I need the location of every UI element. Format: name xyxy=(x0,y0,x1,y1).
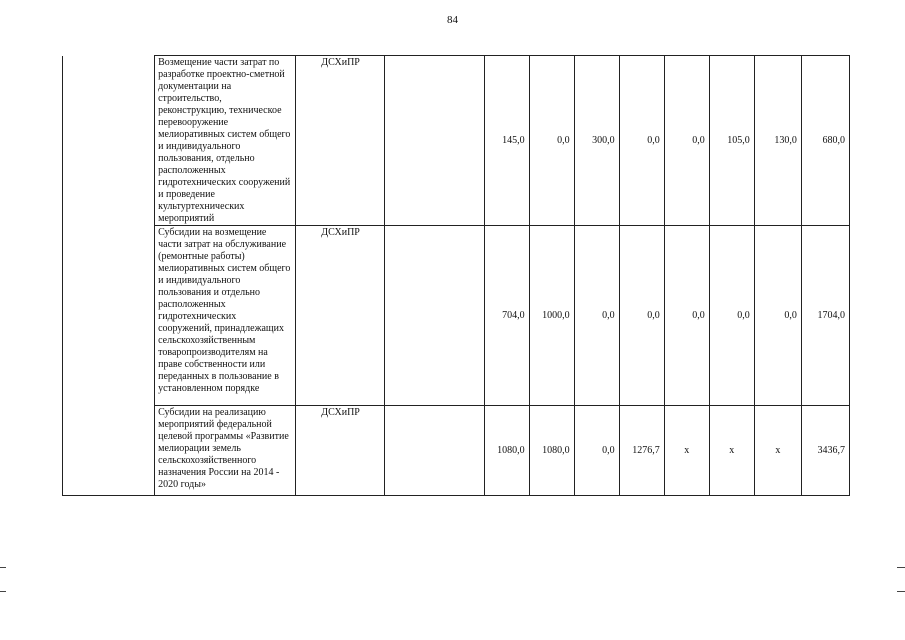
value-cell: х xyxy=(709,406,754,496)
scan-edge-mark xyxy=(0,591,6,592)
blank-cell xyxy=(63,226,155,406)
measure-description: Субсидии на возмещение части затрат на обслуживание (ремонтные работы) мелиоративных систем общего и индивидуального пользования и отдельно расположенных гидротехнических сооружений, принадлежащих сельскохозяйственным товаропроизводителям на праве собственности или переданных в пользование в установленном порядке xyxy=(155,226,296,406)
value-cell: х xyxy=(754,406,801,496)
scan-edge-mark xyxy=(897,567,905,568)
subsidy-table xyxy=(62,55,850,496)
total-cell: 680,0 xyxy=(801,56,849,226)
executor-cell: ДСХиПР xyxy=(296,56,385,226)
executor-cell: ДСХиПР xyxy=(296,226,385,406)
value-cell: 1000,0 xyxy=(529,226,574,406)
table-row xyxy=(63,406,850,496)
value-cell: 0,0 xyxy=(664,56,709,226)
value-cell: 0,0 xyxy=(619,226,664,406)
executor-cell: ДСХиПР xyxy=(296,406,385,496)
table-row xyxy=(63,56,850,226)
value-cell: 1080,0 xyxy=(484,406,529,496)
measure-description: Возмещение части затрат по разработке проектно-сметной документации на строительство, реконструкцию, техническое перевооружение мелиоративных систем общего и индивидуального пользования, отдельно расположенных гидротехнических сооружений и проведение культуртехнических мероприятий xyxy=(155,56,296,226)
value-cell: 0,0 xyxy=(754,226,801,406)
value-cell: х xyxy=(664,406,709,496)
blank-cell xyxy=(385,406,484,496)
table-row xyxy=(63,226,850,406)
value-cell: 0,0 xyxy=(574,226,619,406)
value-cell: 0,0 xyxy=(619,56,664,226)
blank-cell xyxy=(385,226,484,406)
blank-cell xyxy=(63,56,155,226)
value-cell: 300,0 xyxy=(574,56,619,226)
value-cell: 0,0 xyxy=(529,56,574,226)
value-cell: 0,0 xyxy=(709,226,754,406)
value-cell: 0,0 xyxy=(664,226,709,406)
scan-edge-mark xyxy=(897,591,905,592)
value-cell: 145,0 xyxy=(484,56,529,226)
value-cell: 130,0 xyxy=(754,56,801,226)
blank-cell xyxy=(385,56,484,226)
value-cell: 1276,7 xyxy=(619,406,664,496)
total-cell: 3436,7 xyxy=(801,406,849,496)
total-cell: 1704,0 xyxy=(801,226,849,406)
page-number: 84 xyxy=(447,14,458,26)
value-cell: 1080,0 xyxy=(529,406,574,496)
blank-cell xyxy=(63,406,155,496)
value-cell: 0,0 xyxy=(574,406,619,496)
value-cell: 105,0 xyxy=(709,56,754,226)
measure-description: Субсидии на реализацию мероприятий федеральной целевой программы «Развитие мелиорации земель сельскохозяйственного назначения России на 2014 - 2020 годы» xyxy=(155,406,296,496)
value-cell: 704,0 xyxy=(484,226,529,406)
scan-edge-mark xyxy=(0,567,6,568)
